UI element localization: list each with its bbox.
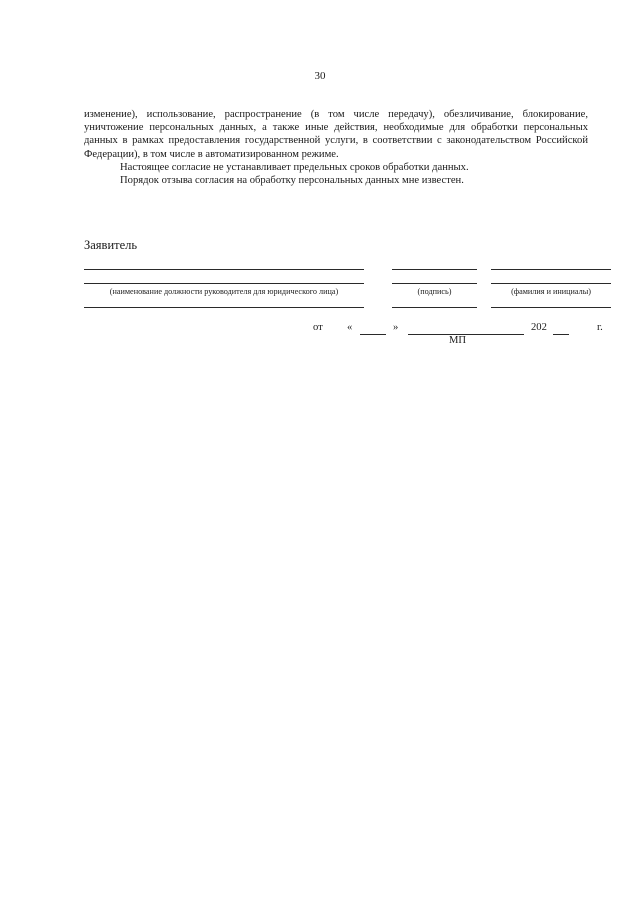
paragraph-revocation-known: Порядок отзыва согласия на обработку персональных данных мне известен. xyxy=(120,175,464,187)
date-from-label: от xyxy=(313,322,323,333)
position-caption: (наименование должности руководителя для юридического лица) xyxy=(109,287,339,296)
stamp-label: МП xyxy=(449,335,467,346)
name-line-upper xyxy=(491,269,611,270)
signature-line-upper xyxy=(392,269,477,270)
year-prefix: 202 xyxy=(531,322,547,333)
position-line-upper xyxy=(84,269,364,270)
year-blank-line xyxy=(553,334,569,335)
year-suffix: г. xyxy=(597,322,603,333)
name-line xyxy=(491,283,611,284)
day-blank-line xyxy=(360,334,386,335)
date-close-quote: » xyxy=(393,322,399,333)
name-line-lower xyxy=(491,307,611,308)
signature-line xyxy=(392,283,477,284)
applicant-label: Заявитель xyxy=(84,238,138,252)
paragraph-no-time-limit: Настоящее согласие не устанавливает предельных сроков обработки данных. xyxy=(120,161,469,173)
page-number: 30 xyxy=(314,70,326,82)
consent-text xyxy=(84,108,588,187)
position-line-lower xyxy=(84,307,364,308)
position-line xyxy=(84,283,364,284)
name-caption: (фамилия и инициалы) xyxy=(511,287,591,296)
signature-caption: (подпись) xyxy=(417,287,452,296)
paragraph-processing-actions: изменение), использование, распространение (в том числе передачу), обезличивание, блокирование, уничтожение персональных данных, а также иные действия, необходимые для обработки персональных данных в рамках предоставления государственной услуги, в соответствии с законодательством Российской Федерации), в том числе в автоматизированном режиме. xyxy=(84,109,588,160)
signature-line-lower xyxy=(392,307,477,308)
date-open-quote: « xyxy=(347,322,353,333)
